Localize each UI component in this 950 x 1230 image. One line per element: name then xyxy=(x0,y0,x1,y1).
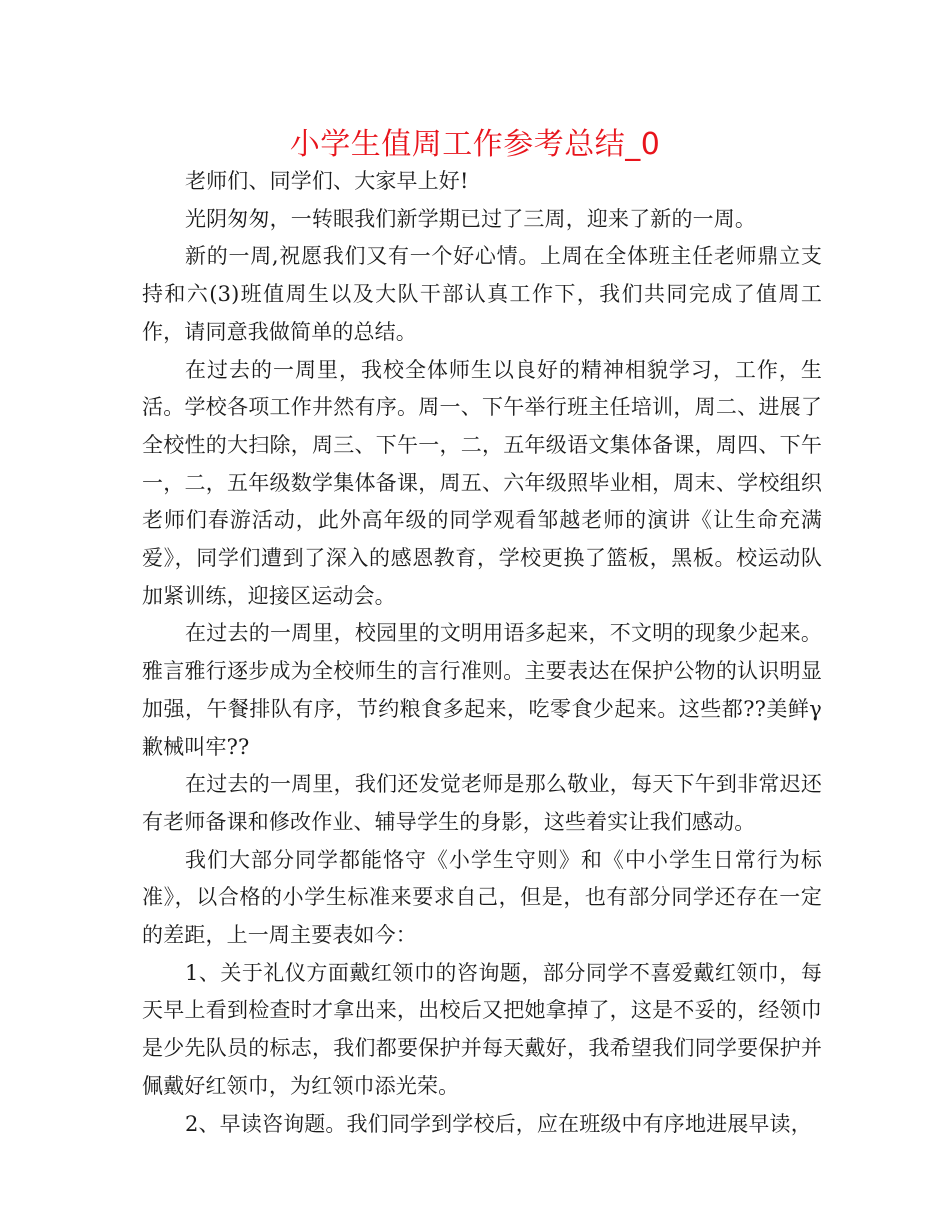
paragraph-item-2: 2、早读咨询题。我们同学到学校后，应在班级中有序地进展早读， xyxy=(185,1111,812,1136)
paragraph-item-1: 1、关于礼仪方面戴红领巾的咨询题，部分同学不喜爱戴红领巾，每天早上看到检查时才拿出来，出校后又把她拿掉了，这是不妥的，经领巾是少先队员的标志，我们都要保护并每天戴好，我希望我们同学要保护并佩戴好红领巾，为红领巾添光荣。 xyxy=(142,960,822,1098)
paragraph-greeting: 老师们、同学们、大家早上好! xyxy=(185,169,469,193)
paragraph-weekly-activities: 在过去的一周里，我校全体师生以良好的精神相貌学习，工作，生活。学校各项工作井然有序。周一、下午举行班主任培训，周二、进展了全校性的大扫除，周三、下午一，二，五年级语文集体备课，周四、下午一，二，五年级数学集体备课，周五、六年级照毕业相，周末、学校组织老师们春游活动，此外高年级的同学观看邹越老师的演讲《让生命充满爱》，同学们遭到了深入的感恩教育，学校更换了篮板，黑板。校运动队加紧训练，迎接区运动会。 xyxy=(142,357,822,608)
document-title: 小学生值周工作参考总结_0 xyxy=(289,127,661,162)
paragraph-civility: 在过去的一周里，校园里的文明用语多起来，不文明的现象少起来。雅言雅行逐步成为全校师生的言行准则。主要表达在保护公物的认识明显加强，午餐排队有序，节约粮食多起来，吃零食少起来。这些都??美鲜γ歉械叫牢?? xyxy=(142,621,822,759)
document-body xyxy=(142,163,822,1143)
paragraph-opening: 光阴匆匆，一转眼我们新学期已过了三周，迎来了新的一周。 xyxy=(185,206,757,231)
paragraph-teachers: 在过去的一周里，我们还发觉老师是那么敬业，每天下午到非常迟还有老师备课和修改作业、辅导学生的身影，这些着实让我们感动。 xyxy=(142,772,822,834)
paragraph-intro: 新的一周,祝愿我们又有一个好心情。上周在全体班主任老师鼎立支持和六(3)班值周生以及大队干部认真工作下，我们共同完成了值周工作，请同意我做简单的总结。 xyxy=(142,244,822,344)
paragraph-shortcomings: 我们大部分同学都能恪守《小学生守则》和《中小学生日常行为标准》，以合格的小学生标准来要求自己，但是，也有部分同学还存在一定的差距，上一周主要表如今： xyxy=(142,847,822,948)
